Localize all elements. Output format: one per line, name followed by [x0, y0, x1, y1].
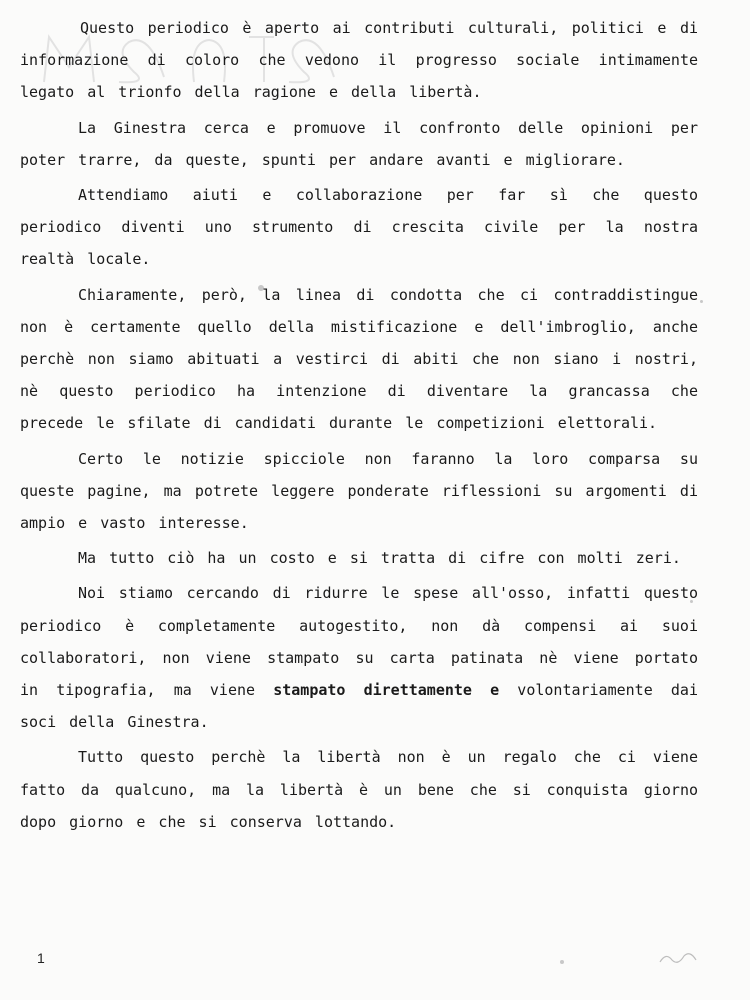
- paragraph: Chiaramente, però, la linea di condotta che ci contraddistingue non è certamente quello della mistificazione e dell'imbroglio, anche perchè non siamo abituati a vestirci di abiti che non siano i nostri, nè questo periodico ha intenzione di diventare la grancassa che precede le sfilate di candidati durante le competizioni elettorali.: [20, 285, 698, 433]
- paragraph-self-managed: [20, 577, 698, 738]
- article-body: [20, 12, 698, 841]
- paper-speck: [700, 300, 703, 303]
- faint-scribble-icon: [658, 950, 698, 971]
- paper-speck: [560, 960, 564, 964]
- emphasized-text: stampato direttamente e: [273, 681, 500, 700]
- paragraph-text: volontariamente dai soci della Ginestra.: [20, 681, 698, 732]
- paragraph-text: Noi stiamo cercando di ridurre le spese all'osso, infatti questo periodico è completamente autogestito, non dà compensi ai suoi collaboratori, non viene stampato su carta patinata nè viene portato in tipografia, ma viene: [20, 584, 698, 700]
- paragraph: La Ginestra cerca e promuove il confronto delle opinioni per poter trarre, da queste, spunti per andare avanti e migliorare.: [20, 118, 698, 169]
- paragraph: Ma tutto ciò ha un costo e si tratta di cifre con molti zeri.: [78, 549, 681, 568]
- closing-paragraph: Tutto questo perchè la libertà non è un regalo che ci viene fatto da qualcuno, ma la libertà è un bene che si conquista giorno dopo giorno e che si conserva lottando.: [20, 748, 698, 831]
- paragraph: Attendiamo aiuti e collaborazione per far sì che questo periodico diventi uno strumento di crescita civile per la nostra realtà locale.: [20, 186, 698, 269]
- paragraph: Certo le notizie spicciole non faranno la loro comparsa su queste pagine, ma potrete leggere ponderate riflessioni su argomenti di ampio e vasto interesse.: [20, 449, 698, 533]
- page-number: 1: [37, 950, 45, 966]
- paragraph: Questo periodico è aperto ai contributi culturali, politici e di informazione di coloro che vedono il progresso sociale intimamente legato al trionfo della ragione e della libertà.: [20, 19, 698, 102]
